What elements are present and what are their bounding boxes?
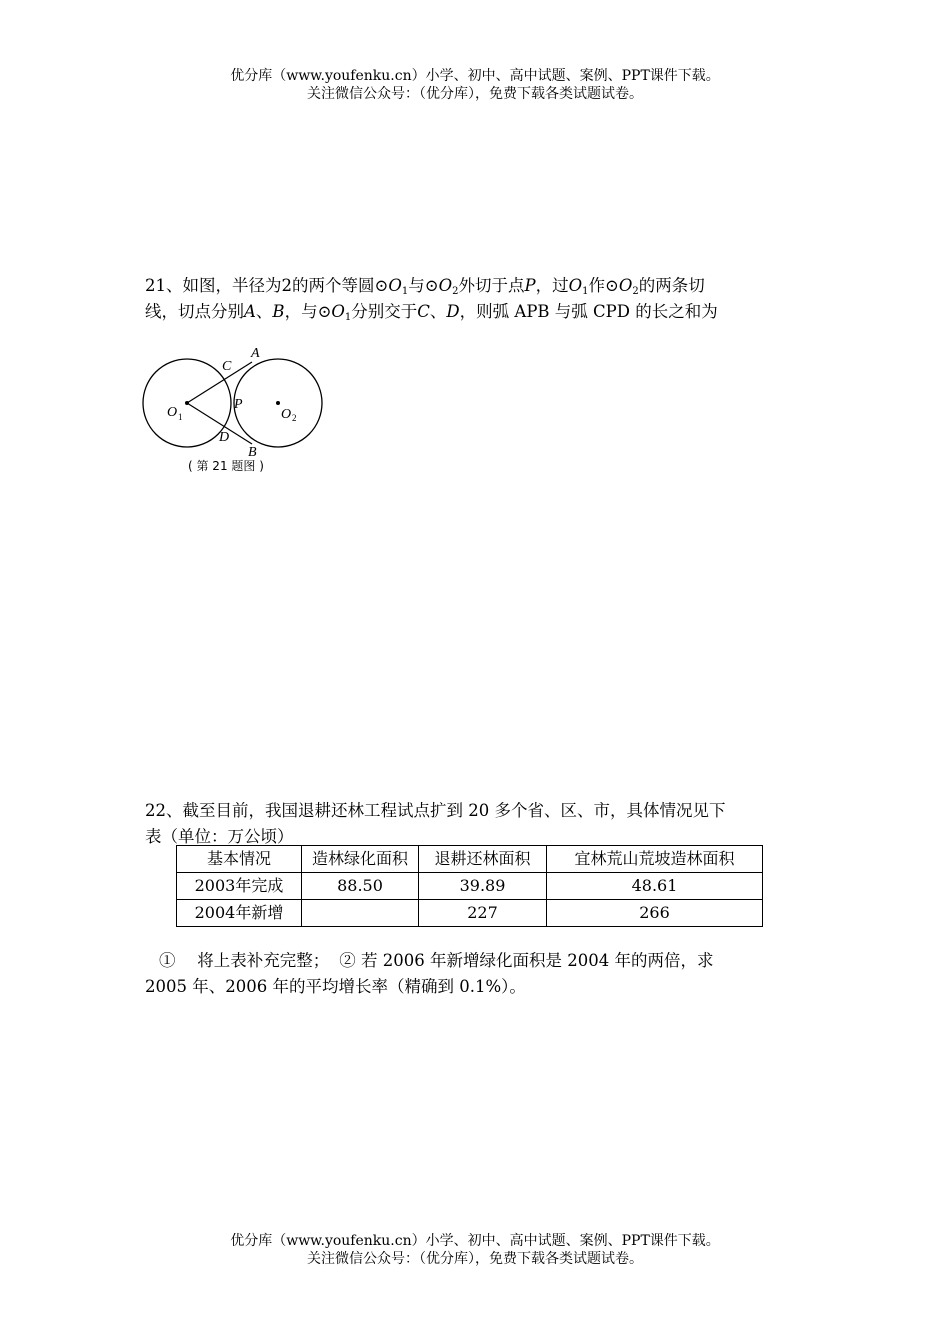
table-cell: 88.50 xyxy=(302,873,419,900)
label-o2-subscript: 2 xyxy=(292,413,297,423)
label-b: B xyxy=(248,445,257,460)
q22-task-line-2: 2005 年、2006 年的平均增长率（精确到 0.1%）。 xyxy=(145,977,526,996)
page-header xyxy=(0,67,950,103)
header-line-1: 优分库（www.youfenku.cn）小学、初中、高中试题、案例、PPT课件下载。 xyxy=(230,68,720,84)
label-o1: O xyxy=(167,405,178,420)
label-a: A xyxy=(251,346,260,361)
figure-21 xyxy=(140,340,340,480)
q22-line-2: 表（单位：万公顷） xyxy=(145,827,294,846)
table-cell: 266 xyxy=(547,900,763,927)
label-o1-subscript: 1 xyxy=(178,412,183,422)
table-header-row xyxy=(177,846,763,873)
table-cell xyxy=(302,900,419,927)
q21-line-1: 21、如图，半径为2的两个等圆$⊙O_1$与$⊙O_2$外切于点P，过$O_1$作$⊙O_2$的两条切 xyxy=(145,276,705,297)
table-cell: 2004年新增 xyxy=(177,900,302,927)
table-header-cell: 造林绿化面积 xyxy=(302,846,419,873)
table-cell: 48.61 xyxy=(547,873,763,900)
question-21 xyxy=(145,273,810,325)
data-table xyxy=(176,845,763,927)
table-header-cell: 宜林荒山荒坡造林面积 xyxy=(547,846,763,873)
footer-line-1: 优分库（www.youfenku.cn）小学、初中、高中试题、案例、PPT课件下载。 xyxy=(230,1233,720,1249)
table-cell: 39.89 xyxy=(419,873,547,900)
q22-line-1: 22、截至目前，我国退耕还林工程试点扩到 20 多个省、区、市，具体情况见下 xyxy=(145,801,726,820)
table-cell: 2003年完成 xyxy=(177,873,302,900)
label-o2: O xyxy=(281,407,292,422)
footer-line-2: 关注微信公众号：（优分库），免费下载各类试题试卷。 xyxy=(307,1251,643,1267)
table-row xyxy=(177,873,763,900)
question-22 xyxy=(145,798,810,850)
point-o2 xyxy=(276,401,280,405)
page-footer xyxy=(0,1232,950,1268)
q22-task-line-1: ① 将上表补充完整； ② 若 2006 年新增绿化面积是 2004 年的两倍，求 xyxy=(159,951,714,970)
header-line-2: 关注微信公众号：（优分库），免费下载各类试题试卷。 xyxy=(307,86,643,102)
figure-caption: ( 第 21 题图 ) xyxy=(188,459,264,473)
label-c: C xyxy=(222,359,232,374)
table-header-cell: 基本情况 xyxy=(177,846,302,873)
table-header-cell: 退耕还林面积 xyxy=(419,846,547,873)
point-o1 xyxy=(185,401,189,405)
question-22-tasks xyxy=(145,948,810,1000)
label-d: D xyxy=(219,430,230,445)
label-p: P xyxy=(234,397,243,412)
table-cell: 227 xyxy=(419,900,547,927)
table-row xyxy=(177,900,763,927)
q21-line-2: 线，切点分别A、B，与$⊙O_1$分别交于C、D，则弧 APB 与弧 CPD 的长之和为 xyxy=(145,302,718,323)
